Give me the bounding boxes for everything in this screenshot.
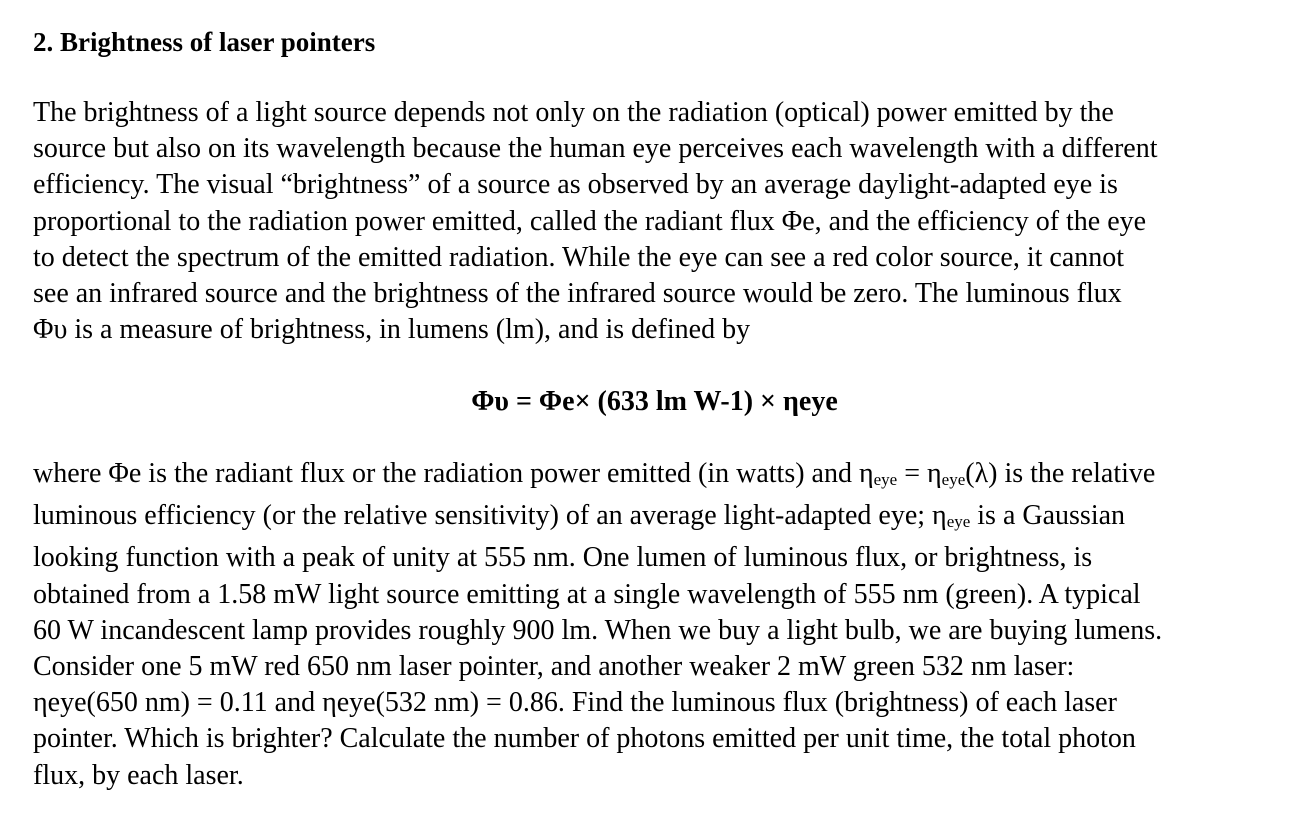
text-segment: (λ) is the relative [965,458,1156,489]
text-line: pointer. Which is brighter? Calculate the number of photons emitted per unit time, the total photon [33,723,1136,755]
text-line: source but also on its wavelength because the human eye perceives each wavelength with a different [33,133,1158,165]
text-line: flux, by each laser. [33,759,244,791]
subscript: eye [946,512,971,532]
text-line: Consider one 5 mW red 650 nm laser pointer, and another weaker 2 mW green 532 nm laser: [33,651,1075,683]
text-line: Φυ is a measure of brightness, in lumens (lm), and is defined by [33,314,751,346]
text-line: see an infrared source and the brightness of the infrared source would be zero. The luminous flux [33,278,1122,310]
text-line: 60 W incandescent lamp provides roughly 900 lm. When we buy a light bulb, we are buying lumens. [33,614,1163,646]
text-segment: is a Gaussian [970,500,1126,532]
text-line: The brightness of a light source depends not only on the radiation (optical) power emitted by the [33,97,1114,128]
text-line: looking function with a peak of unity at 555 nm. One lumen of luminous flux, or brightness, is [33,542,1093,574]
text-line: obtained from a 1.58 mW light source emitting at a single wavelength of 555 nm (green). A typical [33,578,1141,610]
subscript: eye [941,470,966,489]
luminous-flux-equation: Φυ = Φe× (633 lm W-1) × ηeye [471,386,838,417]
text-line: ηeye(650 nm) = 0.11 and ηeye(532 nm) = 0.86. Find the luminous flux (brightness) of each laser [33,687,1117,719]
text-segment: = η [897,458,942,489]
paragraph-intro [33,95,1158,348]
text-line: to detect the spectrum of the emitted radiation. While the eye can see a red color source, it cannot [33,241,1125,273]
section-heading: 2. Brightness of laser pointers [33,27,376,57]
text-line: proportional to the radiation power emitted, called the radiant flux Φe, and the efficiency of the eye [33,205,1147,237]
subscript: eye [873,470,898,489]
text-segment: where Φe is the radiant flux or the radiation power emitted (in watts) and η [33,458,874,489]
text-line [33,456,1162,498]
text-line [33,498,1162,540]
paragraph-problem [33,456,1162,794]
text-line: efficiency. The visual “brightness” of a source as observed by an average daylight-adapted eye is [33,169,1118,201]
text-segment: luminous efficiency (or the relative sensitivity) of an average light-adapted eye; η [33,500,947,532]
